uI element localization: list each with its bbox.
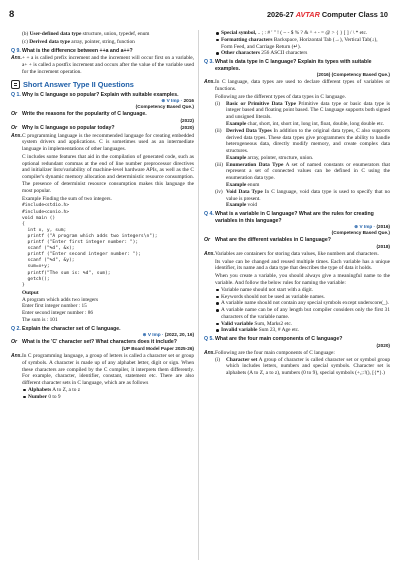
- question-4-tag: (Competency Based Que.): [331, 230, 390, 236]
- left-column: [11, 30, 194, 564]
- list-item: A variable name can be of any length but compiler considers only the first 31 characters of the variable name.: [215, 307, 390, 321]
- question-1-or-1: Or Write the reasons for the popularity of C language.: [11, 111, 147, 118]
- section-title: Short Answer Type II Questions: [11, 80, 194, 89]
- question-4: Q 4. What is a variable in C language? What are the rules for creating variables in this language?: [204, 211, 374, 224]
- question-1: Q 1. Why is C language so popular? Explain with suitable examples.: [11, 91, 179, 98]
- question-2-meta: ⊛ V Imp · (2022, 20, 16): [142, 332, 194, 338]
- list-item: (ii) Derived Data Types In addition to the original data types, C also supports derived data types. These data types give programmers the ability to handle heterogeneous data, directly modify memory, and create complex data structures. Example array, pointer, structure, union.: [215, 127, 390, 161]
- page-number: 8: [9, 9, 15, 20]
- list-item: Special symbol, .. ; : # ' " ! ( ~ - $ % ? & ^ + - = @ > { } [ ] / \ * etc.: [215, 30, 390, 37]
- question-2-or: Or What is the 'C' character set? What characters does it include?: [11, 339, 177, 346]
- answer-2: Ans. In C programming language, a group of letters is called a character set or group of symbols. A character is made up of any alphabet letter, digit or sign. When these characters are compiled by the C compiler, it interprets them differently. For example, character, identifier, constant, statement etc. There are also different character sets in C language, which are as follows Alphabets A to Z, a to z Number 0 to 9: [11, 352, 194, 400]
- list-item: Alphabets A to Z, a to z: [22, 387, 194, 394]
- list-item: (iii) Enumeration Data Type A set of named constants or enumerators that represent a set of connected values can be defined in C using the enumeration data type. Example enum: [215, 161, 390, 188]
- list-item: Invalid variable Sum 23, # Age etc.: [215, 327, 390, 334]
- question-4-meta: ⊛ V Imp · (2016): [354, 224, 390, 230]
- question-9: Q 9. What is the difference between ++a and a++?: [11, 47, 133, 54]
- list-item: A variable name should not contain any special symbols except underscore(_).: [215, 300, 390, 307]
- list-item: Other characters 256 ASCII characters: [215, 50, 390, 57]
- question-3-tag: (2016) (Competency Based Que.): [316, 72, 390, 78]
- list-item: (i) Basic or Primitive Data Type Primitive data type or basic data type is integer based and floating point based. The C language supports both signed and unsigned literals. Example char, short, int, short int, long int, float, double, long double etc.: [215, 100, 390, 127]
- list-item: Keywords should not be used as variable names.: [215, 294, 390, 301]
- question-1-tag: (Competency Based Que.): [135, 104, 194, 110]
- list-item: Variable name should not start with a digit.: [215, 287, 390, 294]
- column-divider: [198, 30, 199, 560]
- code-block: #include<stdio.h> #include<conio.h> void main () { int x, y, sum; printf ("A program which adds two integers\n"); printf ("Enter first integer number: "); scanf ("%d", &x); printf ("Enter second integer number: "); scanf ("%d", &y); sum=x+y; printf("The sum is: %d", sum); getch(); }: [22, 203, 158, 288]
- answer-3: Ans. In C language, data types are used to declare different types of variables or functions. Following are the different types of data types in C language. (i) Basic or Primitive Data Type Primitive data type or basic data type is integer based and floating point based. The C language supports both signed and unsigned literals. Example char, short, int, short int, long int, float, double, long double etc. (ii) Derived Data Types In addition to the original data types, C also supports derived data types. These data types give programmers the ability to handle heterogeneous data, directly modify memory, and create complex data structures. Example array, pointer, structure, union. (iii) Enumeration Data Type A set of named constants or enumerators that represent a set of connected values can be defined in C using the enumeration data type. Example enum (iv) Void Data Type In C language, void data type is used to specify that no value is present. Example void: [204, 79, 390, 209]
- book-title: [267, 10, 388, 19]
- continued-item-b: (b) User-defined data type structure, union, typedef, enum: [22, 31, 150, 37]
- continued-item-c: (c) Derived data type array, pointer, string, function: [22, 38, 135, 45]
- right-column: [204, 30, 390, 564]
- answer-4: Ans. Variables are containers for storing data values, like numbers and characters. Its value can be changed and reused multiple times. Each variable has a unique identifier, its name and a data type that describes the type of data it holds. When you create a variable, you should always give a meaningful name to the variable. And follow the below rules for naming the variable: Variable name should not start with a digit. Keywords should not be used as variable names. A variable name should not contain any special symbols except underscore(_). A variable name can be of any length but compiler considers only the first 31 characters of the variable name. Valid variable Sum, Marks2 etc. Invalid variable Sum 23, # Age etc.: [204, 250, 390, 334]
- list-item: (iv) Void Data Type In C language, void data type is used to specify that no value is present. Example void: [215, 188, 390, 209]
- answer-5: Ans. Following are the four main components of C language: (i) Character set A group of character is called character set or symbol group which includes letters, numbers and special symbols. Character set is alphabets (A to Z, a to z), numbers (0 to 9), special symbols (+,;:!(), [{*}.): [204, 349, 390, 377]
- program-output: A program which adds two integers Enter first integer number : 15 Enter second integer number : 86 The sum is : 101: [22, 296, 99, 324]
- subject-class: Computer Class 10: [321, 10, 388, 19]
- brand-logo: AVTAR: [295, 10, 320, 19]
- question-1-meta: ⊛ V Imp · 2016: [161, 98, 194, 104]
- session-year: 2026-27: [266, 10, 294, 19]
- question-2: Q 2. Explain the character set of C language.: [11, 325, 121, 332]
- question-5: Q 5. What are the four main components of C language?: [204, 336, 343, 343]
- question-1-or-2: Or Why is C language so popular today? (2020): [11, 124, 194, 131]
- answer-1: Ans. C programming language is the recommended language for creating embedded system drivers and applications. C is sometimes used as an intermediate language in implementations of other languages. C includes some features that aid in the compilation of generated code, such as optional redundant commas at the end of line number preprocessor directives and initializer lists/variability of machine-level hardware APIs, as well as the C compiler's dynamic memory allocation and deterministic resource consumption. The presence of determinist resource consumption makes this language the most popular. Example Finding the sum of two integers. #include<stdio.h> #include<conio.h> void main () { int x, y, sum; printf ("A program which adds two integers\n"); printf ("Enter first integer number: "); scanf ("%d", &x); printf ("Enter second integer number: "); scanf ("%d", &y); sum=x+y; printf("The sum is: %d", sum); getch(); } Output A program which adds two integers Enter first integer number : 15 Enter second integer number : 86 The sum is : 101: [11, 132, 194, 324]
- year-tag: (2018): [376, 243, 390, 249]
- list-item: (i) Character set A group of character is called character set or symbol group which includes letters, numbers and special symbols. Character set is alphabets (A to Z, a to z), numbers (0 to 9), special symbols (+,;:!(), [{*}.): [215, 356, 390, 377]
- year-tag: (2022): [180, 118, 194, 124]
- notes-icon: [11, 80, 20, 89]
- list-item: Formatting characters Backspace, Horizontal Tab (→), Vertical Tab(↓), Form Feed, and Carriage Return (↵).: [215, 37, 390, 51]
- question-4-or: Or What are the different variables in C language?: [204, 237, 331, 244]
- year-tag: (2020): [376, 342, 390, 348]
- list-item: Number 0 to 9: [22, 394, 194, 401]
- page-header: [0, 0, 400, 26]
- list-item: Valid variable Sum, Marks2 etc.: [215, 321, 390, 328]
- model-paper-tag: (UP Board Model Paper 2025-26): [121, 345, 194, 351]
- answer-9: Ans. + + a is called prefix increment and the increment will occur first on a variable, a+ + is called a postfix increment and occurs after the value of the variable used for the increment operation.: [11, 55, 194, 75]
- question-3: Q 3. What is data type in C language? Explain its types with suitable examples.: [204, 59, 372, 72]
